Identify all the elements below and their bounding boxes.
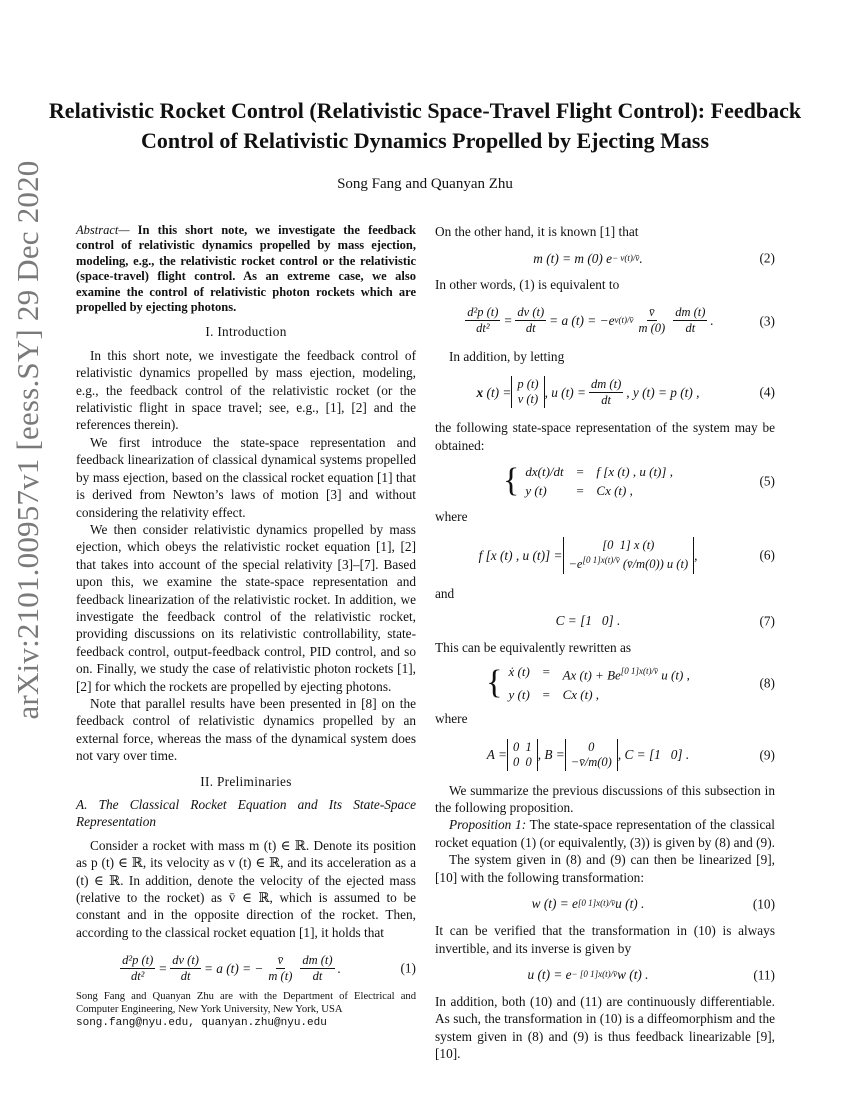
equation-number: (5) [759,473,775,489]
right-column [435,223,775,1063]
paragraph: where [435,711,468,727]
abstract [76,223,416,315]
equation-6: f [x (t) , u (t)] = [0 1] x (t) $-e^{[0 1]x(t)/v̄}$ (v̄/m(0)) u (t) , (6) [478,538,775,572]
equation-8: { ẋ (t) = Ax $(t) + Be^{[0 1]x(t)/v̄}$ u (t) , y (t) = Cx (t) , (8) [486,664,775,702]
equation-number: (10) [752,896,775,912]
paragraph: We summarize the previous discussions of this subsection in the following proposition. [435,782,775,816]
equation-number: (1) [400,960,416,976]
prelim-paragraph: Consider a rocket with mass m (t) ∈ ℝ. Denote its position as p (t) ∈ ℝ, its velocity as v (t) ∈ ℝ, and its acceleration as a (t) ∈ ℝ. In addition, denote the velocity of the ejected mass (relative to the rocket) as v̄ ∈ ℝ, which is assumed to be constant and in the opposite direction of the rocket. Then, according to the classical rocket equation [1], it holds that [76,837,416,940]
subsection-heading: A. The Classical Rocket Equation and Its State-Space Representation [76,797,416,830]
equation-number: (6) [759,547,775,563]
equation-number: (7) [759,613,775,629]
abstract-label: Abstract— [76,223,130,237]
section-heading-preliminaries: II. Preliminaries [200,773,292,789]
author-list: Song Fang and Quanyan Zhu [337,176,513,192]
equation-number: (11) [753,967,775,983]
paragraph: In other words, (1) is equivalent to [435,277,620,293]
equation-5: { dx(t)/dt = f [x (t) , u (t)] , y (t) = Cx (t) , (5) [503,462,775,500]
arxiv-stamp: arXiv:2101.00957v1 [eess.SY] 29 Dec 2020 [10,160,45,720]
proposition-label: Proposition 1: [449,817,527,833]
equation-number: (2) [759,250,775,266]
left-column [76,223,416,995]
paper-title: Relativistic Rocket Control (Relativistic Space-Travel Flight Control): Feedback Control of Relativistic Dynamics Propelled by Ejecting Mass [48,98,802,153]
intro-paragraph: In this short note, we investigate the feedback control of relativistic dynamics propelled by mass ejection, modeling, e.g., the feedback control of the relativistic rocket (or the relativistic flight in space travel; see, e.g., [1], [2] and the references therein). [76,347,416,433]
equation-number: (4) [759,384,775,400]
intro-paragraph: We first introduce the state-space representation and feedback linearization of classical dynamical systems propelled by mass ejection, based on the classical rocket equation [1] that is derived from Newton’s laws of motion [3] and without considering the relativity effect. [76,434,416,520]
abstract-text: In this short note, we investigate the feedback control of relativistic dynamics propelled by mass ejection, modeling, e.g., the relativistic rocket control or the relativistic (space-travel) flight control. As an extreme case, we also examine the control of relativistic photon rockets which are propelled by ejecting photons. [76,223,416,315]
proposition-text: The state-space representation of the classical rocket equation (1) (or equivalently, (3)) is given by (8) and (9). [435,817,775,850]
footnote-emails: song.fang@nyu.edu, quanyan.zhu@nyu.edu [76,1017,327,1029]
equation-number: (9) [759,746,775,762]
paragraph: In addition, by letting [449,348,565,364]
paragraph: In addition, both (10) and (11) are continuously differentiable. As such, the transformation in (10) is a diffeomorphism and the system given in (8) and (9) is thus feedback linearizable [9], [10]. [435,993,775,1062]
paragraph: The system given in (8) and (9) can then be linearized [9], [10] with the following transformation: [435,852,775,885]
paragraph: where [435,509,468,525]
section-heading-introduction: I. Introduction [205,324,287,340]
equation-11: u (t) = e − [0 1]x(t)/v̄ w (t) . (11) [527,967,775,983]
equation-7: C = [1 0] . (7) [555,613,775,629]
proposition [435,816,775,851]
paragraph: It can be verified that the transformation in (10) is always invertible, and its inverse is given by [435,923,775,956]
equation-10: w (t) = e [0 1]x(t)/v̄ u (t) . (10) [531,896,775,912]
footnote-text: Song Fang and Quanyan Zhu are with the Department of Electrical and Computer Engineering, New York University, New York, USA [76,991,416,1015]
equation-1: $\frac{\text{d²p (t)}}{\text{dt²}}$ = $\frac{dv (t)}{dt}$ = a (t) = − $\frac{v̄}{m (t)}$ $\frac{dm (t)}{dt}$ . (1) [122,952,416,983]
paragraph: and [435,586,455,602]
paragraph: the following state-space representation of the system may be obtained: [435,420,775,453]
paragraph: On the other hand, it is known [1] that [435,224,639,239]
equation-2: m (t) = m (0) e − v(t)/v̄ . (2) [533,250,775,266]
equation-4: x (t) = p (t) v (t) , u (t) = $\frac{dm (t)}{dt}$ , y (t) = p (t) , (4) [476,376,775,407]
equation-number: (8) [759,675,775,691]
intro-paragraph: Note that parallel results have been presented in [8] on the feedback control of relativistic dynamics propelled by an external force, whereas the mass of the dynamical system does not vary over time. [76,695,416,764]
footnote [76,990,416,1030]
equation-9: A = 0 1 0 0 , B = 0 −v̄/m(0) , C = [1 0] . (9) [486,739,775,769]
equation-number: (3) [759,313,775,329]
equation-3: $\frac{\text{d²p (t)}}{\text{dt²}}$ = $\frac{dv (t)}{dt}$ = a (t) = −e v(t)/v̄ $\frac{v̄}{m (0)}$ $\frac{dm (t)}{dt}$ . (3) [467,305,775,336]
paragraph: This can be equivalently rewritten as [435,639,632,655]
intro-paragraph: We then consider relativistic dynamics propelled by mass ejection, which obeys the relativistic rocket equation [1], [2] that takes into account of the special relativity [3]–[7]. Based upon this, we examine the state-space representation and feedback linearization of the relativistic rocket. In addition, we investigate the feedback control of the relativistic rocket, providing discussions on its relativistic controllability, state-feedback control, output-feedback control, PID control, and so on. Finally, we study the case of relativistic photon rockets [1], [2] for which the rockets are propelled by ejecting photons. [76,521,416,694]
